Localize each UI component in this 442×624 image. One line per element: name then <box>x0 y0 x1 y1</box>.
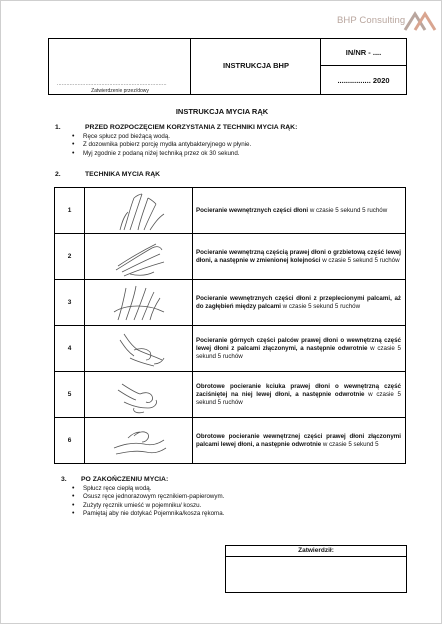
list-item: • Pamiętaj aby nie dotykać Pojemnika/kosza rękoma. <box>69 510 224 518</box>
step-text-normal: w czasie 5 sekund 5 ruchów <box>196 344 401 360</box>
step-number: 2 <box>55 234 85 280</box>
bhp-logo-mark-icon <box>399 11 439 31</box>
approved-by-label: Zatwierdzenie przez/dowy <box>91 88 149 94</box>
step-text-bold: Pocieranie wewnętrznych części dłoni <box>196 206 309 214</box>
document-title: INSTRUKCJA MYCIA RĄK <box>175 107 269 116</box>
header-table <box>48 38 407 95</box>
table-row <box>55 326 406 372</box>
number-cell <box>321 39 406 94</box>
step-text-normal: w czasie 5 sekund 5 ruchów <box>320 256 400 264</box>
step-description <box>193 234 406 280</box>
table-row <box>55 418 406 464</box>
palm-over-back-icon <box>94 236 184 278</box>
step-description <box>193 372 406 418</box>
step-description <box>193 418 406 464</box>
section-1-list <box>69 133 251 158</box>
section-number: 1. <box>55 124 61 131</box>
approval-signature-cell <box>49 39 191 94</box>
step-text-normal: w czasie 5 sekund 5 ruchów <box>196 390 401 406</box>
instruction-title: INSTRUKCJA BHP <box>223 61 289 70</box>
signature-line: ..................................................................... <box>57 81 167 87</box>
approved-by-heading: Zatwierdził: <box>226 546 406 557</box>
thumb-rotation-icon <box>94 374 184 416</box>
step-illustration <box>85 234 193 280</box>
section-number: 3. <box>61 476 67 483</box>
logo-text: BHP Consulting <box>337 15 406 26</box>
step-text-bold: Pocieranie wewnętrznych części dłoni z przeplecionymi palcami, aż do zagłębień między palcami <box>196 294 401 310</box>
step-illustration <box>85 280 193 326</box>
fingertips-palm-icon <box>94 420 184 462</box>
palm-to-palm-icon <box>94 190 184 232</box>
step-text-normal: w czasie 5 sekund 5 <box>321 440 379 448</box>
section-title: TECHNIKA MYCIA RĄK <box>85 171 161 178</box>
step-number: 4 <box>55 326 85 372</box>
step-illustration <box>85 326 193 372</box>
section-number: 2. <box>55 171 61 178</box>
approval-box <box>225 545 407 593</box>
step-text-bold: Obrotowe pocieranie wewnętrznej części prawej dłoni złączonymi palcami lewej dłoni, a następnie odwrotnie <box>196 432 401 448</box>
table-row <box>55 234 406 280</box>
table-row <box>55 372 406 418</box>
table-row <box>55 280 406 326</box>
step-description <box>193 326 406 372</box>
section-3-list <box>69 485 224 519</box>
list-item: • Spłucz ręce ciepłą wodą. <box>69 485 224 493</box>
step-description <box>193 280 406 326</box>
section-title: PRZED ROZPOCZĘCIEM KORZYSTANIA Z TECHNIKI MYCIA RĄK: <box>85 124 298 131</box>
list-item: • Osusz ręce jednorazowym ręcznikiem-papierowym. <box>69 493 224 501</box>
step-number: 5 <box>55 372 85 418</box>
section-title: PO ZAKOŃCZENIU MYCIA: <box>81 476 169 483</box>
step-illustration <box>85 372 193 418</box>
step-number: 3 <box>55 280 85 326</box>
step-number: 6 <box>55 418 85 464</box>
list-item: • Ręce spłucz pod bieżącą wodą. <box>69 133 251 141</box>
number-row <box>321 39 406 66</box>
company-logo <box>337 9 437 35</box>
step-illustration <box>85 418 193 464</box>
step-text-bold: Obrotowe pocieranie kciuka prawej dłoni o wewnętrzną część zaciśniętej na niej lewej dłoni, a następnie odwrotnie <box>196 382 401 398</box>
step-text-bold: Pocieranie górnych części palców prawej dłoni o wewnętrzną część lewej dłoni z palcami złączonymi, a następnie odwrotnie <box>196 336 401 352</box>
interlaced-fingers-icon <box>94 282 184 324</box>
list-item: • Zużyty ręcznik umieść w pojemniku/ koszu. <box>69 502 224 510</box>
step-text-normal: w czasie 5 sekund 5 ruchów <box>280 302 361 310</box>
step-text-bold: Pocieranie wewnętrzną częścią prawej dłoni o grzbietową część lewej dłoni, a następnie w zmienionej kolejności <box>196 248 401 264</box>
title-cell <box>191 39 321 94</box>
step-illustration <box>85 188 193 234</box>
step-number: 1 <box>55 188 85 234</box>
list-item: • Z dozownika pobierz porcję mydła antybakteryjnego w płynie. <box>69 141 251 149</box>
handwashing-steps-table <box>54 187 406 464</box>
list-item: • Myj zgodnie z podaną niżej techniką przez ok 30 sekund. <box>69 150 251 158</box>
instruction-year: ................ 2020 <box>337 76 390 85</box>
step-description <box>193 188 406 234</box>
instruction-number: IN/NR - .... <box>345 48 382 57</box>
table-row <box>55 188 406 234</box>
finger-backs-icon <box>94 328 184 370</box>
step-text-normal: w czasie 5 sekund 5 ruchów <box>308 206 388 214</box>
